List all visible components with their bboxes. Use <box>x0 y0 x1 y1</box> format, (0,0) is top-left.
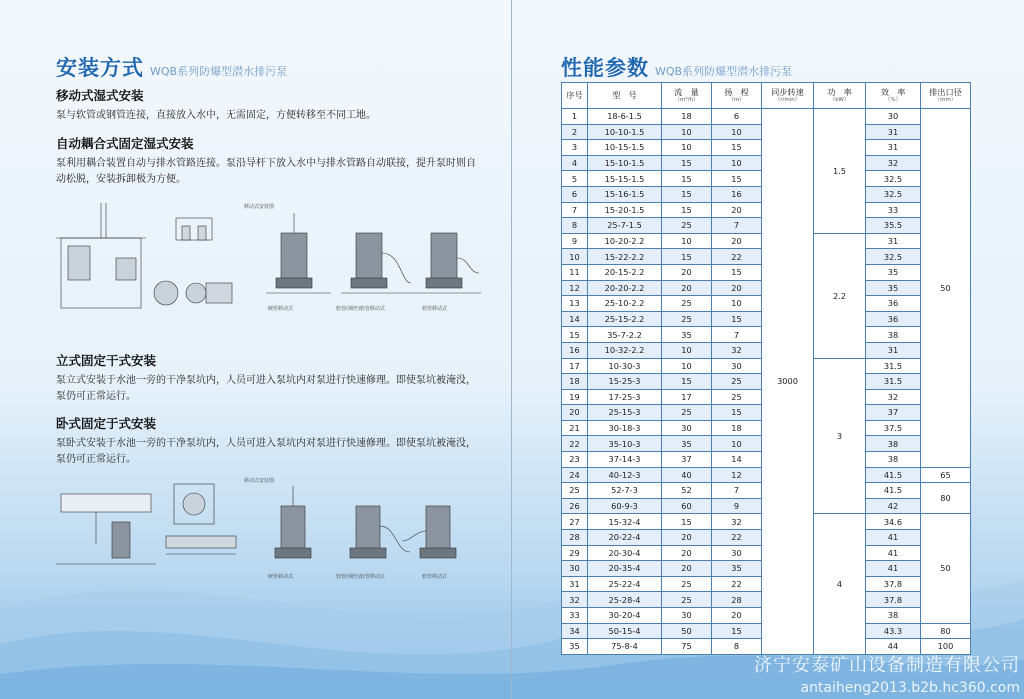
cell-model: 52-7-3 <box>588 483 662 499</box>
cell-flow: 15 <box>662 249 712 265</box>
cell-head: 30 <box>712 358 762 374</box>
site-watermark: antaiheng2013.b2b.hc360.com <box>800 680 1020 696</box>
cell-model: 10-15-1.5 <box>588 140 662 156</box>
block-heading: 移动式湿式安装 <box>56 88 144 103</box>
cell-no: 12 <box>562 280 588 296</box>
cell-flow: 20 <box>662 280 712 296</box>
cell-no: 27 <box>562 514 588 530</box>
cell-flow: 10 <box>662 358 712 374</box>
cell-head: 20 <box>712 233 762 249</box>
cell-power: 2.2 <box>814 233 866 358</box>
cell-head: 7 <box>712 327 762 343</box>
cell-flow: 40 <box>662 467 712 483</box>
cell-efficiency: 41 <box>866 545 921 561</box>
cell-outlet: 50 <box>921 514 971 623</box>
cell-power: 4 <box>814 514 866 654</box>
cell-no: 10 <box>562 249 588 265</box>
block-text: 泵立式安装于水池一旁的干净泵坑内，人员可进入泵坑内对泵进行快速修理。即使泵坑被淹没，泵仍可正常运行。 <box>56 375 476 402</box>
cell-head: 20 <box>712 608 762 624</box>
header-outlet: 排出口径 （mm） <box>921 83 971 109</box>
cell-efficiency: 41 <box>866 530 921 546</box>
performance-table <box>561 82 971 655</box>
cell-no: 24 <box>562 467 588 483</box>
cell-head: 30 <box>712 545 762 561</box>
cell-no: 34 <box>562 623 588 639</box>
cell-head: 10 <box>712 296 762 312</box>
cell-model: 25-15-2.2 <box>588 311 662 327</box>
perf-title <box>561 52 792 82</box>
cell-head: 32 <box>712 342 762 358</box>
cell-no: 17 <box>562 358 588 374</box>
cell-head: 15 <box>712 311 762 327</box>
cell-no: 19 <box>562 389 588 405</box>
cell-no: 15 <box>562 327 588 343</box>
cell-no: 18 <box>562 374 588 390</box>
cell-model: 20-22-4 <box>588 530 662 546</box>
cell-no: 26 <box>562 498 588 514</box>
cell-efficiency: 34.6 <box>866 514 921 530</box>
cell-flow: 50 <box>662 623 712 639</box>
performance-table-wrap <box>561 82 970 655</box>
cell-model: 35-10-3 <box>588 436 662 452</box>
cell-head: 8 <box>712 639 762 655</box>
cell-flow: 20 <box>662 561 712 577</box>
cell-no: 30 <box>562 561 588 577</box>
cell-flow: 35 <box>662 436 712 452</box>
cell-flow: 75 <box>662 639 712 655</box>
cell-head: 7 <box>712 483 762 499</box>
cell-outlet: 100 <box>921 639 971 655</box>
block-text: 泵卧式安装于水池一旁的干净泵坑内，人员可进入泵坑内对泵进行快速修理。即使泵坑被淹没，泵仍可正常运行。 <box>56 438 476 465</box>
cell-model: 37-14-3 <box>588 452 662 468</box>
block-auto-coupling <box>56 134 480 188</box>
cell-efficiency: 37.5 <box>866 420 921 436</box>
cell-flow: 15 <box>662 186 712 202</box>
cell-flow: 15 <box>662 202 712 218</box>
cell-head: 22 <box>712 576 762 592</box>
cell-model: 15-20-1.5 <box>588 202 662 218</box>
cell-no: 33 <box>562 608 588 624</box>
block-vertical-dry <box>56 351 476 405</box>
cell-head: 10 <box>712 436 762 452</box>
cell-efficiency: 32 <box>866 155 921 171</box>
cell-no: 5 <box>562 171 588 187</box>
cell-flow: 25 <box>662 405 712 421</box>
fig2-label-b: 软管(钢丝)软管移动式 <box>336 574 385 580</box>
header-power: 功 率 （kW） <box>814 83 866 109</box>
cell-efficiency: 31 <box>866 124 921 140</box>
fig2-label-c: 软管移动式 <box>422 574 448 580</box>
cell-flow: 25 <box>662 592 712 608</box>
cell-no: 2 <box>562 124 588 140</box>
fig2-label-a: 硬管移动式 <box>268 574 294 580</box>
cell-efficiency: 37.8 <box>866 592 921 608</box>
cell-efficiency: 38 <box>866 436 921 452</box>
cell-model: 75-8-4 <box>588 639 662 655</box>
cell-flow: 52 <box>662 483 712 499</box>
block-mobile-wet <box>56 86 486 124</box>
cell-model: 15-25-3 <box>588 374 662 390</box>
cell-no: 14 <box>562 311 588 327</box>
cell-no: 23 <box>562 452 588 468</box>
cell-flow: 10 <box>662 140 712 156</box>
cell-efficiency: 33 <box>866 202 921 218</box>
fig2-top-label: 移动式安装图 <box>244 478 275 484</box>
cell-flow: 60 <box>662 498 712 514</box>
cell-model: 15-16-1.5 <box>588 186 662 202</box>
cell-no: 3 <box>562 140 588 156</box>
cell-no: 16 <box>562 342 588 358</box>
fig1-label-b: 软管(钢丝)软管移动式 <box>336 306 385 312</box>
cell-model: 40-12-3 <box>588 467 662 483</box>
cell-model: 25-28-4 <box>588 592 662 608</box>
cell-flow: 17 <box>662 389 712 405</box>
cell-efficiency: 32.5 <box>866 186 921 202</box>
cell-efficiency: 36 <box>866 296 921 312</box>
block-heading: 自动耦合式固定湿式安装 <box>56 136 194 151</box>
cell-head: 15 <box>712 264 762 280</box>
cell-flow: 18 <box>662 109 712 125</box>
fig1-label-c: 软管移动式 <box>422 306 448 312</box>
cell-model: 15-22-2.2 <box>588 249 662 265</box>
cell-no: 9 <box>562 233 588 249</box>
cell-flow: 15 <box>662 514 712 530</box>
table-row <box>562 109 971 125</box>
cell-no: 35 <box>562 639 588 655</box>
cell-no: 28 <box>562 530 588 546</box>
cell-efficiency: 30 <box>866 109 921 125</box>
cell-head: 16 <box>712 186 762 202</box>
cell-head: 12 <box>712 467 762 483</box>
cell-head: 14 <box>712 452 762 468</box>
cell-efficiency: 41.5 <box>866 483 921 499</box>
install-title-sub: WQB系列防爆型潜水排污泵 <box>150 65 288 78</box>
install-diagram-1 <box>56 198 486 328</box>
cell-head: 10 <box>712 124 762 140</box>
cell-flow: 15 <box>662 171 712 187</box>
cell-no: 13 <box>562 296 588 312</box>
cell-outlet: 80 <box>921 483 971 514</box>
cell-efficiency: 43.3 <box>866 623 921 639</box>
cell-efficiency: 44 <box>866 639 921 655</box>
cell-model: 18-6-1.5 <box>588 109 662 125</box>
cell-flow: 10 <box>662 124 712 140</box>
cell-flow: 10 <box>662 233 712 249</box>
cell-head: 20 <box>712 280 762 296</box>
cell-speed: 3000 <box>762 109 814 655</box>
cell-model: 20-30-4 <box>588 545 662 561</box>
cell-flow: 25 <box>662 311 712 327</box>
cell-outlet: 50 <box>921 109 971 468</box>
cell-head: 15 <box>712 171 762 187</box>
cell-head: 25 <box>712 374 762 390</box>
block-text: 泵与软管或钢管连接，直接放入水中，无需固定，方便转移至不同工地。 <box>56 110 376 121</box>
cell-outlet: 80 <box>921 623 971 639</box>
cell-no: 21 <box>562 420 588 436</box>
cell-efficiency: 31 <box>866 342 921 358</box>
cell-flow: 30 <box>662 608 712 624</box>
cell-head: 18 <box>712 420 762 436</box>
cell-outlet: 65 <box>921 467 971 483</box>
cell-model: 20-35-4 <box>588 561 662 577</box>
header-no: 序号 <box>562 83 588 109</box>
cell-efficiency: 38 <box>866 608 921 624</box>
cell-model: 15-32-4 <box>588 514 662 530</box>
cell-head: 28 <box>712 592 762 608</box>
cell-no: 6 <box>562 186 588 202</box>
table-header-row <box>562 83 971 109</box>
cell-efficiency: 31.5 <box>866 374 921 390</box>
cell-efficiency: 42 <box>866 498 921 514</box>
company-watermark: 济宁安泰矿山设备制造有限公司 <box>754 655 1020 676</box>
cell-head: 32 <box>712 514 762 530</box>
cell-head: 10 <box>712 155 762 171</box>
perf-title-main: 性能参数 <box>561 56 649 80</box>
cell-model: 25-15-3 <box>588 405 662 421</box>
cell-head: 25 <box>712 389 762 405</box>
header-efficiency: 效 率 （%） <box>866 83 921 109</box>
cell-model: 15-10-1.5 <box>588 155 662 171</box>
cell-model: 25-10-2.2 <box>588 296 662 312</box>
cell-no: 11 <box>562 264 588 280</box>
cell-model: 10-30-3 <box>588 358 662 374</box>
cell-flow: 25 <box>662 218 712 234</box>
fig1-top-label: 移动式安装图 <box>244 204 275 210</box>
cell-flow: 20 <box>662 530 712 546</box>
cell-flow: 15 <box>662 155 712 171</box>
cell-flow: 35 <box>662 327 712 343</box>
cell-no: 7 <box>562 202 588 218</box>
fig1-label-a: 硬管移动式 <box>268 306 294 312</box>
cell-efficiency: 32.5 <box>866 249 921 265</box>
cell-flow: 25 <box>662 576 712 592</box>
block-text: 泵利用耦合装置自动与排水管路连接。泵沿导杆下放入水中与排水管路自动联接，提升泵时则自动松脱，安装拆卸极为方便。 <box>56 158 476 185</box>
cell-head: 22 <box>712 530 762 546</box>
cell-no: 20 <box>562 405 588 421</box>
cell-model: 35-7-2.2 <box>588 327 662 343</box>
block-horizontal-dry <box>56 414 476 468</box>
cell-efficiency: 31 <box>866 140 921 156</box>
cell-no: 32 <box>562 592 588 608</box>
cell-efficiency: 35 <box>866 264 921 280</box>
perf-title-sub: WQB系列防爆型潜水排污泵 <box>655 65 793 78</box>
cell-model: 50-15-4 <box>588 623 662 639</box>
cell-efficiency: 32.5 <box>866 171 921 187</box>
cell-efficiency: 35 <box>866 280 921 296</box>
cell-model: 60-9-3 <box>588 498 662 514</box>
cell-efficiency: 32 <box>866 389 921 405</box>
cell-efficiency: 35.5 <box>866 218 921 234</box>
header-head: 扬 程 （m） <box>712 83 762 109</box>
cell-flow: 37 <box>662 452 712 468</box>
install-diagram-2 <box>56 474 486 586</box>
cell-model: 30-20-4 <box>588 608 662 624</box>
cell-flow: 30 <box>662 420 712 436</box>
cell-model: 15-15-1.5 <box>588 171 662 187</box>
cell-efficiency: 31.5 <box>866 358 921 374</box>
cell-model: 10-10-1.5 <box>588 124 662 140</box>
cell-model: 30-18-3 <box>588 420 662 436</box>
cell-efficiency: 41.5 <box>866 467 921 483</box>
cell-power: 1.5 <box>814 109 866 234</box>
cell-efficiency: 38 <box>866 452 921 468</box>
block-heading: 立式固定干式安装 <box>56 353 157 368</box>
cell-head: 7 <box>712 218 762 234</box>
cell-no: 25 <box>562 483 588 499</box>
block-heading: 卧式固定于式安装 <box>56 416 157 431</box>
cell-model: 20-15-2.2 <box>588 264 662 280</box>
cell-model: 10-20-2.2 <box>588 233 662 249</box>
header-model: 型 号 <box>588 83 662 109</box>
cell-efficiency: 37.8 <box>866 576 921 592</box>
cell-flow: 10 <box>662 342 712 358</box>
cell-head: 15 <box>712 405 762 421</box>
cell-model: 25-22-4 <box>588 576 662 592</box>
cell-head: 6 <box>712 109 762 125</box>
cell-model: 25-7-1.5 <box>588 218 662 234</box>
cell-head: 22 <box>712 249 762 265</box>
cell-head: 20 <box>712 202 762 218</box>
page-fold <box>511 0 512 699</box>
install-title <box>56 52 287 82</box>
cell-head: 15 <box>712 140 762 156</box>
cell-efficiency: 31 <box>866 233 921 249</box>
header-speed: 同步转速 （r/min） <box>762 83 814 109</box>
cell-no: 29 <box>562 545 588 561</box>
cell-flow: 15 <box>662 374 712 390</box>
cell-no: 31 <box>562 576 588 592</box>
cell-efficiency: 38 <box>866 327 921 343</box>
cell-no: 1 <box>562 109 588 125</box>
cell-flow: 20 <box>662 264 712 280</box>
cell-head: 15 <box>712 623 762 639</box>
cell-no: 4 <box>562 155 588 171</box>
install-title-main: 安装方式 <box>56 56 144 80</box>
cell-model: 17-25-3 <box>588 389 662 405</box>
cell-power: 3 <box>814 358 866 514</box>
cell-flow: 25 <box>662 296 712 312</box>
cell-model: 10-32-2.2 <box>588 342 662 358</box>
cell-no: 8 <box>562 218 588 234</box>
cell-efficiency: 36 <box>866 311 921 327</box>
cell-no: 22 <box>562 436 588 452</box>
table-body <box>562 109 971 655</box>
cell-efficiency: 41 <box>866 561 921 577</box>
cell-head: 9 <box>712 498 762 514</box>
cell-head: 35 <box>712 561 762 577</box>
cell-efficiency: 37 <box>866 405 921 421</box>
header-flow: 流 量 （m³/h） <box>662 83 712 109</box>
cell-flow: 20 <box>662 545 712 561</box>
cell-model: 20-20-2.2 <box>588 280 662 296</box>
